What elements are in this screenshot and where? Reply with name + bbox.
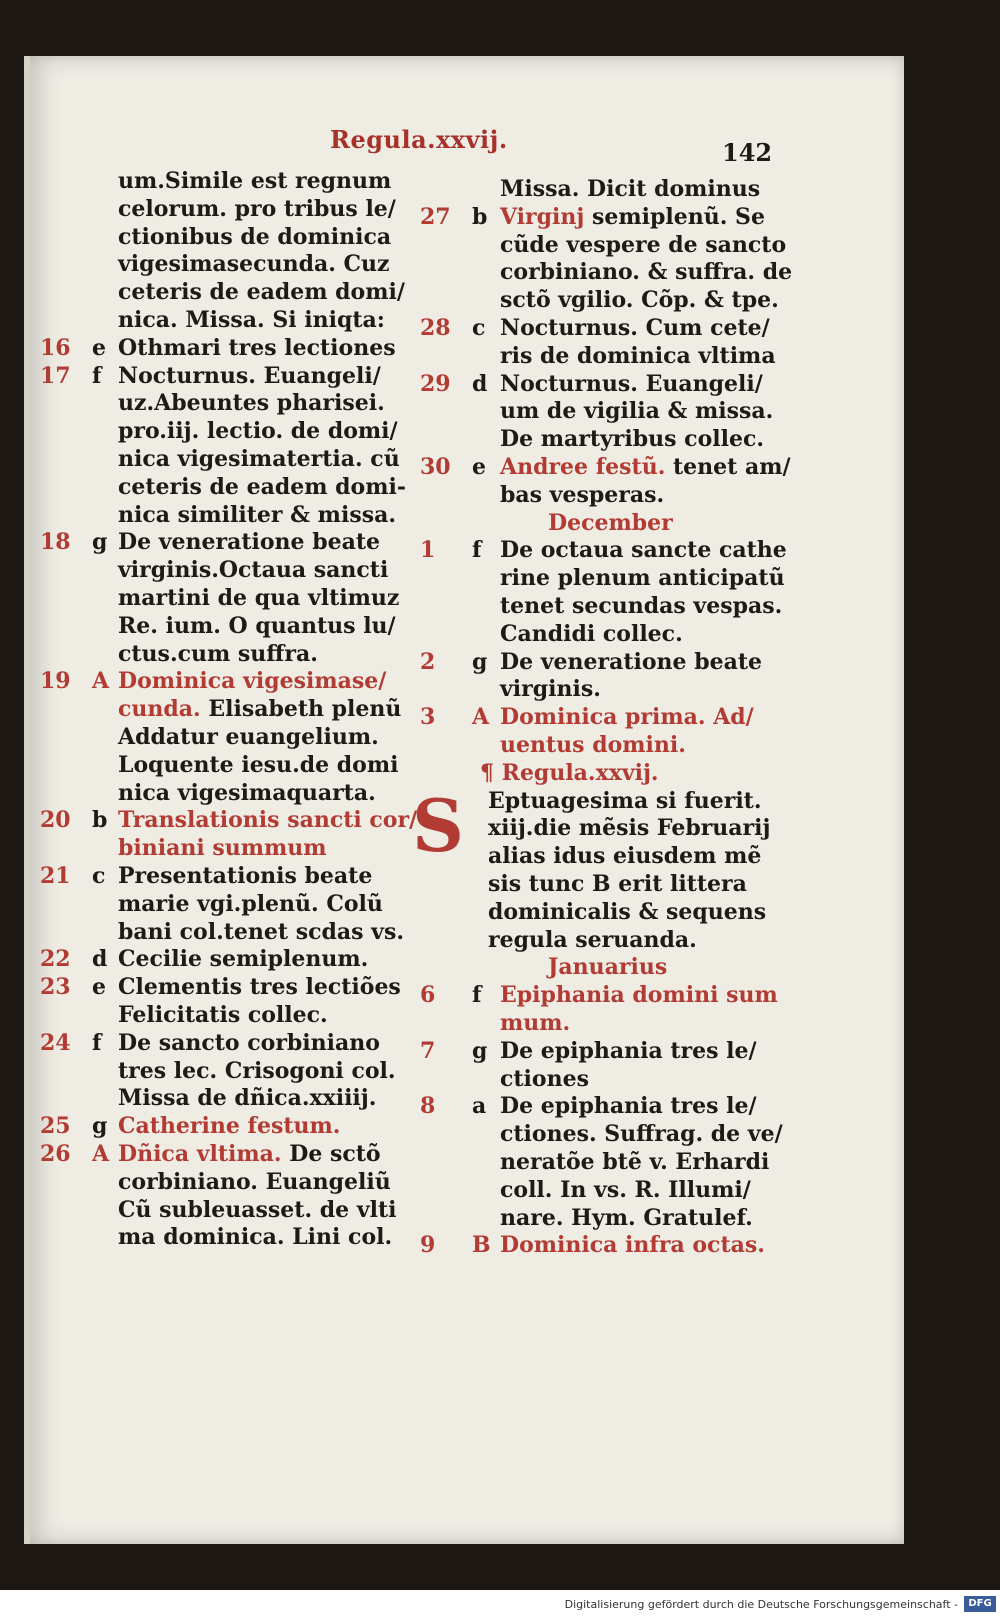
text-line: Loquente iesu.de domi bbox=[118, 751, 399, 778]
text-line: ceteris de eadem domi/ bbox=[118, 279, 405, 306]
text-line: Missa. Dicit dominus bbox=[500, 176, 761, 202]
dominical-letter: d bbox=[92, 946, 108, 973]
text-line: Missa de dñica.xxiiij. bbox=[118, 1085, 377, 1112]
text-line: Cũ subleuasset. de vlti bbox=[118, 1196, 397, 1223]
text-line: bas vesperas. bbox=[500, 481, 665, 508]
day-number: 22 bbox=[40, 946, 71, 973]
dominical-letter: A bbox=[92, 1141, 110, 1167]
day-number: 20 bbox=[40, 807, 71, 834]
day-number: 27 bbox=[420, 203, 451, 230]
text-line: nica vigesimatertia. cũ bbox=[118, 446, 400, 472]
day-number: 24 bbox=[40, 1029, 71, 1056]
text-line: ceteris de eadem domi- bbox=[118, 473, 406, 500]
text-line: ris de dominica vltima bbox=[500, 342, 776, 369]
text-line: Cecilie semiplenum. bbox=[118, 946, 369, 973]
text-line: De octaua sancte cathe bbox=[500, 537, 787, 564]
text-line: Epiphania domini sum bbox=[500, 982, 778, 1009]
day-number: 23 bbox=[40, 974, 71, 1001]
footer-bar bbox=[0, 1590, 1000, 1620]
text-line: Nocturnus. Cum cete/ bbox=[500, 315, 770, 341]
text-line: Andree festũ. tenet am/ bbox=[500, 454, 791, 480]
text-line: ctiones. Suffrag. de ve/ bbox=[500, 1121, 783, 1148]
dominical-letter: e bbox=[92, 974, 106, 1001]
text-line: Eptuagesima si fuerit. bbox=[488, 787, 762, 814]
text-line: Addatur euangelium. bbox=[118, 724, 379, 750]
text-line: Othmari tres lectiones bbox=[118, 334, 396, 361]
day-number: 3 bbox=[420, 704, 436, 731]
day-number: 30 bbox=[420, 454, 451, 480]
text-line: corbiniano. & suffra. de bbox=[500, 259, 793, 286]
initial-letter: S bbox=[412, 783, 464, 868]
text-line: Clementis tres lectiões bbox=[118, 974, 401, 1001]
text-line: coll. In vs. R. Illumi/ bbox=[500, 1176, 751, 1203]
dominical-letter: b bbox=[472, 203, 488, 230]
dominical-letter: A bbox=[472, 704, 490, 731]
text-line: sctõ vgilio. Cõp. & tpe. bbox=[500, 287, 779, 314]
text-line: Nocturnus. Euangeli/ bbox=[500, 370, 763, 397]
text-line: alias idus eiusdem mẽ bbox=[488, 843, 762, 870]
day-number: 29 bbox=[420, 370, 451, 397]
day-number: 7 bbox=[420, 1037, 436, 1064]
text-line: um.Simile est regnum bbox=[118, 168, 392, 194]
text-line: nica. Missa. Si iniqta: bbox=[118, 307, 385, 333]
page-number: 142 bbox=[722, 138, 773, 167]
text-line: corbiniano. Euangeliũ bbox=[118, 1168, 391, 1195]
text-line: nica similiter & missa. bbox=[118, 501, 397, 528]
text-line: Presentationis beate bbox=[118, 863, 373, 889]
running-head: Regula.xxvij. bbox=[330, 125, 508, 154]
dominical-letter: g bbox=[92, 529, 108, 556]
day-number: 6 bbox=[420, 982, 436, 1009]
dominical-letter: b bbox=[92, 807, 108, 834]
text-line: sis tunc B erit littera bbox=[488, 871, 747, 897]
text-line: virginis. bbox=[500, 676, 601, 703]
text-line: Nocturnus. Euangeli/ bbox=[118, 362, 381, 389]
text-line: dominicalis & sequens bbox=[488, 898, 767, 925]
day-number: 25 bbox=[40, 1113, 71, 1140]
text-line: Candidi collec. bbox=[500, 620, 683, 647]
text-line: ctionibus de dominica bbox=[118, 223, 392, 250]
text-line: De veneratione beate bbox=[118, 529, 380, 556]
text-line: virginis.Octaua sancti bbox=[118, 557, 389, 584]
text-line: regula seruanda. bbox=[488, 926, 697, 953]
text-line: ¶ Regula.xxvij. bbox=[480, 759, 659, 786]
text-line: uz.Abeuntes pharisei. bbox=[118, 390, 385, 417]
text-line: Felicitatis collec. bbox=[118, 1002, 328, 1028]
text-line: De epiphania tres le/ bbox=[500, 1037, 757, 1064]
text-line: De epiphania tres le/ bbox=[500, 1093, 757, 1120]
text-line: ma dominica. Lini col. bbox=[118, 1224, 393, 1251]
text-line: neratõe btẽ v. Erhardi bbox=[500, 1149, 770, 1175]
text-line: nica vigesimaquarta. bbox=[118, 779, 376, 806]
text-line: Catherine festum. bbox=[118, 1113, 341, 1140]
day-number: 9 bbox=[420, 1232, 436, 1259]
day-number: 19 bbox=[40, 668, 71, 695]
day-number: 28 bbox=[420, 315, 451, 341]
dominical-letter: e bbox=[472, 454, 486, 480]
text-line: martini de qua vltimuz bbox=[118, 585, 400, 611]
text-line: Re. ium. O quantus lu/ bbox=[118, 612, 396, 639]
text-line: pro.iij. lectio. de domi/ bbox=[118, 418, 398, 445]
text-line: mum. bbox=[500, 1010, 571, 1036]
text-line: biniani summum bbox=[118, 835, 327, 862]
dfg-logo: DFG bbox=[964, 1596, 996, 1612]
text-line: tres lec. Crisogoni col. bbox=[118, 1057, 396, 1084]
text-line: De martyribus collec. bbox=[500, 426, 765, 453]
day-number: 26 bbox=[40, 1141, 71, 1167]
day-number: 18 bbox=[40, 529, 71, 556]
dominical-letter: f bbox=[92, 362, 102, 389]
dominical-letter: d bbox=[472, 370, 488, 397]
dominical-letter: g bbox=[92, 1113, 108, 1140]
day-number: 2 bbox=[420, 648, 436, 675]
text-line: celorum. pro tribus le/ bbox=[118, 195, 396, 222]
dominical-letter: c bbox=[92, 863, 106, 889]
dominical-letter: c bbox=[472, 315, 486, 341]
dominical-letter: B bbox=[472, 1232, 491, 1259]
dominical-letter: e bbox=[92, 334, 106, 361]
text-line: Virginj semiplenũ. Se bbox=[500, 203, 765, 230]
text-line: um de vigilia & missa. bbox=[500, 398, 774, 425]
dominical-letter: g bbox=[472, 648, 488, 675]
text-line: De sancto corbiniano bbox=[118, 1029, 380, 1056]
text-line: uentus domini. bbox=[500, 732, 686, 758]
text-line: Translationis sancti cor/ bbox=[118, 807, 418, 834]
text-line: rine plenum anticipatũ bbox=[500, 565, 785, 592]
page-gutter-edge bbox=[24, 56, 30, 1544]
text-line: cunda. Elisabeth plenũ bbox=[118, 696, 402, 723]
dominical-letter: f bbox=[472, 537, 482, 564]
day-number: 8 bbox=[420, 1093, 436, 1120]
month-heading: Januarius bbox=[548, 954, 668, 981]
month-heading: December bbox=[548, 509, 673, 536]
text-line: Dominica prima. Ad/ bbox=[500, 704, 754, 731]
dominical-letter: g bbox=[472, 1037, 488, 1064]
day-number: 16 bbox=[40, 334, 71, 361]
text-line: Dñica vltima. De sctõ bbox=[118, 1141, 381, 1167]
text-line: marie vgi.plenũ. Colũ bbox=[118, 890, 383, 917]
text-line: ctiones bbox=[500, 1065, 589, 1092]
text-line: De veneratione beate bbox=[500, 648, 762, 675]
text-line: nare. Hym. Gratulef. bbox=[500, 1204, 753, 1231]
text-line: vigesimasecunda. Cuz bbox=[118, 251, 390, 278]
text-line: cũde vespere de sancto bbox=[500, 231, 787, 258]
text-line: Dominica vigesimase/ bbox=[118, 668, 387, 695]
text-line: bani col.tenet scdas vs. bbox=[118, 918, 404, 945]
footer-text: Digitalisierung gefördert durch die Deutsche Forschungsgemeinschaft - bbox=[564, 1598, 958, 1611]
text-line: tenet secundas vespas. bbox=[500, 593, 783, 619]
dominical-letter: a bbox=[472, 1093, 487, 1120]
day-number: 17 bbox=[40, 362, 71, 389]
text-line: xiij.die mẽsis Februarij bbox=[488, 815, 771, 842]
dominical-letter: f bbox=[472, 982, 482, 1009]
dominical-letter: A bbox=[92, 668, 110, 695]
text-line: ctus.cum suffra. bbox=[118, 640, 318, 667]
day-number: 21 bbox=[40, 863, 71, 889]
dominical-letter: f bbox=[92, 1029, 102, 1056]
day-number: 1 bbox=[420, 537, 436, 564]
text-line: Dominica infra octas. bbox=[500, 1232, 765, 1259]
